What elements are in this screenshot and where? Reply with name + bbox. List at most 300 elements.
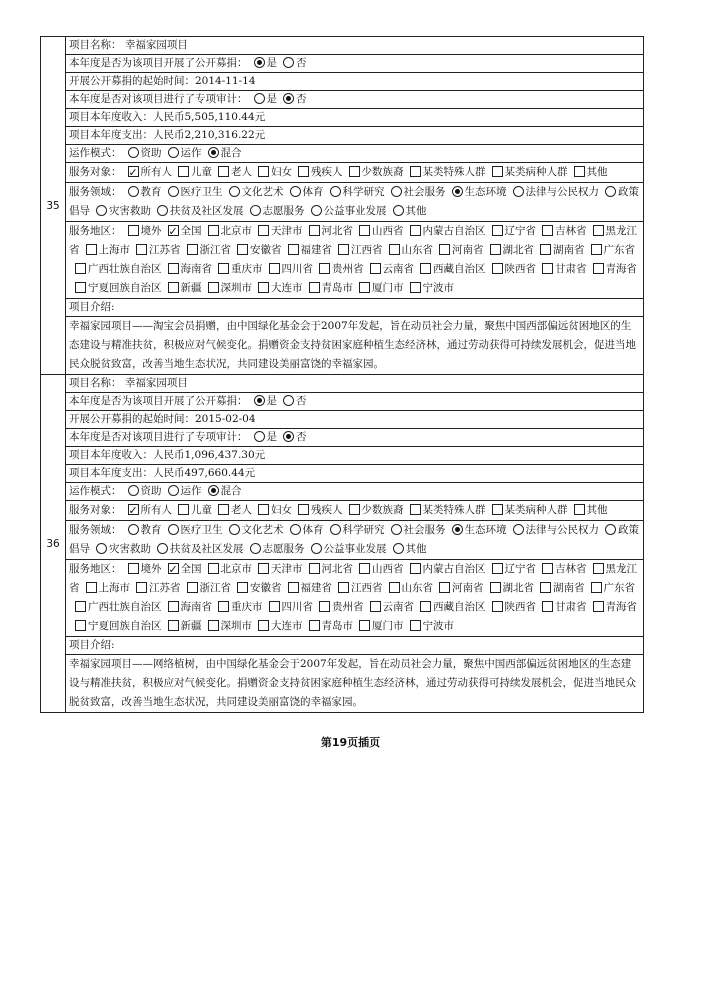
fields-option[interactable] — [162, 524, 223, 536]
regions-chk[interactable] — [309, 620, 320, 631]
regions-chk[interactable] — [359, 225, 370, 236]
fields-option[interactable] — [162, 186, 223, 198]
regions-chk[interactable] — [309, 225, 320, 236]
regions-chk[interactable] — [420, 601, 431, 612]
fields-option[interactable] — [122, 524, 162, 536]
regions-option[interactable] — [414, 601, 486, 613]
fields-radio[interactable] — [168, 524, 179, 535]
regions-option-label: 青岛市 — [321, 620, 353, 632]
audit-question: 本年度是否对该项目进行了专项审计： — [69, 93, 248, 105]
regions-option[interactable] — [263, 601, 314, 613]
regions-chk[interactable] — [86, 582, 97, 593]
regions-chk[interactable] — [439, 244, 450, 255]
fields-radio[interactable] — [128, 186, 139, 197]
audit-no-radio[interactable] — [283, 93, 294, 104]
regions-option-label: 海南省 — [180, 263, 212, 275]
targets-chk[interactable] — [492, 504, 503, 515]
fields-option[interactable] — [385, 186, 446, 198]
regions-option[interactable] — [80, 244, 131, 256]
regions-option-label: 山西省 — [372, 563, 404, 575]
fields-radio[interactable] — [157, 543, 168, 554]
regions-chk[interactable] — [168, 563, 179, 574]
fields-option[interactable] — [151, 205, 244, 217]
regions-chk[interactable] — [540, 244, 551, 255]
fields-option[interactable] — [90, 543, 151, 555]
regions-option[interactable] — [122, 563, 162, 575]
regions-chk[interactable] — [75, 282, 86, 293]
fields-option[interactable] — [305, 205, 387, 217]
targets-option[interactable] — [404, 504, 486, 516]
fields-radio[interactable] — [513, 524, 524, 535]
regions-option[interactable] — [404, 563, 486, 575]
regions-chk[interactable] — [593, 263, 604, 274]
targets-chk[interactable] — [178, 504, 189, 515]
fields-option[interactable] — [223, 524, 284, 536]
regions-option-label: 上海市 — [98, 582, 130, 594]
regions-option[interactable] — [130, 582, 181, 594]
regions-chk[interactable] — [168, 620, 179, 631]
fields-option[interactable] — [324, 524, 385, 536]
regions-chk[interactable] — [269, 601, 280, 612]
targets-chk[interactable] — [349, 166, 360, 177]
targets-chk[interactable] — [574, 504, 585, 515]
targets-chk[interactable] — [574, 166, 585, 177]
targets-option-label: 其他 — [586, 166, 608, 178]
regions-option[interactable] — [404, 282, 455, 294]
fields-radio[interactable] — [330, 524, 341, 535]
regions-chk[interactable] — [492, 263, 503, 274]
regions-option[interactable] — [534, 582, 585, 594]
regions-chk[interactable] — [591, 244, 602, 255]
regions-chk[interactable] — [168, 282, 179, 293]
regions-option[interactable] — [332, 244, 383, 256]
regions-option[interactable] — [534, 244, 585, 256]
modes-radio[interactable] — [168, 485, 179, 496]
regions-option[interactable] — [162, 263, 213, 275]
regions-chk[interactable] — [410, 225, 421, 236]
regions-option[interactable] — [162, 225, 202, 237]
regions-option[interactable] — [585, 582, 636, 594]
regions-chk[interactable] — [370, 263, 381, 274]
regions-option[interactable] — [486, 225, 537, 237]
targets-option-label: 所有人 — [140, 166, 172, 178]
fields-option[interactable] — [90, 205, 151, 217]
regions-chk[interactable] — [540, 582, 551, 593]
regions-option-label: 湖北省 — [502, 244, 534, 256]
regions-option[interactable] — [69, 263, 162, 275]
fields-radio[interactable] — [311, 205, 322, 216]
regions-chk[interactable] — [492, 563, 503, 574]
fields-option[interactable] — [507, 524, 600, 536]
regions-chk[interactable] — [359, 620, 370, 631]
targets-chk[interactable] — [258, 166, 269, 177]
regions-chk[interactable] — [542, 263, 553, 274]
regions-option[interactable] — [404, 225, 486, 237]
form-cell — [66, 183, 644, 222]
regions-chk[interactable] — [208, 282, 219, 293]
regions-row — [69, 222, 640, 298]
targets-chk[interactable] — [258, 504, 269, 515]
fundraising-no-radio[interactable] — [283, 57, 294, 68]
form-row — [41, 299, 644, 317]
regions-chk[interactable] — [593, 563, 604, 574]
regions-label: 服务地区： — [69, 563, 122, 575]
regions-chk[interactable] — [218, 601, 229, 612]
fields-option[interactable] — [387, 205, 427, 217]
regions-option[interactable] — [404, 620, 455, 632]
regions-option[interactable] — [353, 620, 404, 632]
regions-chk[interactable] — [359, 563, 370, 574]
regions-option[interactable] — [484, 244, 535, 256]
regions-option[interactable] — [484, 582, 535, 594]
regions-option[interactable] — [383, 244, 434, 256]
regions-option[interactable] — [122, 225, 162, 237]
mode-row — [69, 483, 640, 500]
regions-chk[interactable] — [542, 225, 553, 236]
modes-option-label: 混合 — [220, 147, 242, 159]
form-cell — [66, 127, 644, 145]
expense: 项目本年度支出：人民币2,210,316.22元 — [69, 129, 266, 141]
regions-chk[interactable] — [338, 582, 349, 593]
form-row — [41, 655, 644, 713]
regions-chk[interactable] — [187, 244, 198, 255]
regions-option[interactable] — [69, 282, 162, 294]
fields-option[interactable] — [284, 524, 324, 536]
fields-radio[interactable] — [311, 543, 322, 554]
regions-chk[interactable] — [490, 244, 501, 255]
regions-option[interactable] — [587, 263, 638, 275]
regions-option[interactable] — [202, 620, 253, 632]
modes-option[interactable] — [202, 147, 242, 159]
regions-option[interactable] — [383, 582, 434, 594]
regions-option[interactable] — [130, 244, 181, 256]
fields-option[interactable] — [151, 543, 244, 555]
fields-label: 服务领域： — [69, 186, 122, 198]
regions-option[interactable] — [231, 244, 282, 256]
regions-option[interactable] — [69, 601, 162, 613]
regions-option[interactable] — [212, 601, 263, 613]
regions-chk[interactable] — [338, 244, 349, 255]
regions-chk[interactable] — [237, 244, 248, 255]
regions-chk[interactable] — [439, 582, 450, 593]
fields-option[interactable] — [507, 186, 600, 198]
regions-chk[interactable] — [288, 582, 299, 593]
targets-label: 服务对象： — [69, 166, 122, 178]
regions-option[interactable] — [252, 282, 303, 294]
regions-chk[interactable] — [218, 263, 229, 274]
regions-option[interactable] — [282, 582, 333, 594]
regions-chk[interactable] — [490, 582, 501, 593]
regions-option[interactable] — [353, 563, 404, 575]
regions-option-label: 黑龙江省 — [69, 225, 637, 256]
targets-chk[interactable] — [178, 166, 189, 177]
regions-chk[interactable] — [168, 225, 179, 236]
targets-chk[interactable] — [128, 504, 139, 515]
regions-chk[interactable] — [208, 620, 219, 631]
regions-option[interactable] — [212, 263, 263, 275]
targets-chk[interactable] — [298, 504, 309, 515]
fields-option[interactable] — [122, 186, 162, 198]
targets-option[interactable] — [568, 166, 608, 178]
targets-option[interactable] — [292, 166, 343, 178]
regions-chk[interactable] — [492, 225, 503, 236]
form-row — [41, 222, 644, 299]
audit-no-radio[interactable] — [283, 431, 294, 442]
fields-radio[interactable] — [605, 186, 616, 197]
regions-option-label: 新疆 — [180, 620, 202, 632]
fundraising-no-radio[interactable] — [283, 395, 294, 406]
audit-yes-radio[interactable] — [254, 93, 265, 104]
modes-option[interactable] — [122, 485, 162, 497]
targets-label: 服务对象： — [69, 504, 122, 516]
modes-radio[interactable] — [208, 147, 219, 158]
fields-radio[interactable] — [290, 524, 301, 535]
regions-option-label: 深圳市 — [220, 620, 252, 632]
fields-option[interactable] — [305, 543, 387, 555]
regions-option[interactable] — [202, 282, 253, 294]
regions-chk[interactable] — [168, 263, 179, 274]
regions-chk[interactable] — [208, 563, 219, 574]
fields-radio[interactable] — [513, 186, 524, 197]
fields-option[interactable] — [244, 543, 305, 555]
regions-chk[interactable] — [389, 244, 400, 255]
fields-radio[interactable] — [393, 543, 404, 554]
modes-radio[interactable] — [208, 485, 219, 496]
fields-radio[interactable] — [452, 186, 463, 197]
regions-option[interactable] — [162, 563, 202, 575]
fields-radio[interactable] — [157, 205, 168, 216]
targets-option[interactable] — [343, 166, 404, 178]
targets-option[interactable] — [404, 166, 486, 178]
regions-chk[interactable] — [309, 563, 320, 574]
intro-text: 幸福家园项目——淘宝会员捐赠，由中国绿化基金会于2007年发起，旨在动员社会力量，聚焦中国西部偏远贫困地区的生态建设与精准扶贫，积极应对气候变化。捐赠资金支持贫困家庭种植生态经济林，通过劳动获得可持续发展机会，促进当地民众脱贫致富，改善当地生态状况，共同建设美丽富饶的幸福家园。 — [69, 320, 636, 370]
regions-option[interactable] — [303, 225, 354, 237]
targets-chk[interactable] — [218, 504, 229, 515]
regions-option[interactable] — [587, 601, 638, 613]
fields-radio[interactable] — [96, 543, 107, 554]
targets-option[interactable] — [568, 504, 608, 516]
regions-chk[interactable] — [258, 620, 269, 631]
targets-option[interactable] — [212, 504, 252, 516]
regions-chk[interactable] — [75, 601, 86, 612]
regions-option[interactable] — [162, 601, 213, 613]
fields-radio[interactable] — [290, 186, 301, 197]
fields-radio[interactable] — [250, 543, 261, 554]
targets-chk[interactable] — [492, 166, 503, 177]
modes-radio[interactable] — [168, 147, 179, 158]
targets-option[interactable] — [172, 166, 212, 178]
regions-chk[interactable] — [258, 563, 269, 574]
regions-option[interactable] — [282, 244, 333, 256]
regions-option[interactable] — [303, 620, 354, 632]
regions-option[interactable] — [303, 563, 354, 575]
regions-chk[interactable] — [168, 601, 179, 612]
targets-option-label: 残疾人 — [311, 504, 343, 516]
fields-option[interactable] — [446, 524, 507, 536]
regions-option[interactable] — [252, 620, 303, 632]
modes-option[interactable] — [122, 147, 162, 159]
regions-option-label: 山东省 — [401, 244, 433, 256]
regions-option[interactable] — [263, 263, 314, 275]
regions-chk[interactable] — [593, 225, 604, 236]
modes-option[interactable] — [202, 485, 242, 497]
targets-option[interactable] — [212, 166, 252, 178]
regions-option[interactable] — [313, 263, 364, 275]
modes-radio[interactable] — [128, 485, 139, 496]
modes-radio[interactable] — [128, 147, 139, 158]
regions-chk[interactable] — [309, 282, 320, 293]
targets-option[interactable] — [122, 504, 173, 516]
form-cell — [66, 109, 644, 127]
regions-option[interactable] — [585, 244, 636, 256]
audit-yes-radio[interactable] — [254, 431, 265, 442]
regions-chk[interactable] — [136, 582, 147, 593]
regions-option[interactable] — [332, 582, 383, 594]
regions-option-label: 海南省 — [180, 601, 212, 613]
regions-option[interactable] — [486, 563, 537, 575]
regions-option-label: 江西省 — [351, 582, 383, 594]
regions-option[interactable] — [202, 225, 253, 237]
regions-option[interactable] — [162, 282, 202, 294]
regions-option[interactable] — [536, 263, 587, 275]
regions-chk[interactable] — [319, 601, 330, 612]
fields-radio[interactable] — [229, 186, 240, 197]
targets-chk[interactable] — [410, 166, 421, 177]
fields-radio[interactable] — [96, 205, 107, 216]
regions-option-label: 境外 — [140, 563, 162, 575]
regions-option[interactable] — [536, 563, 587, 575]
targets-chk[interactable] — [218, 166, 229, 177]
fields-radio[interactable] — [393, 205, 404, 216]
regions-chk[interactable] — [237, 582, 248, 593]
regions-option-label: 全国 — [180, 563, 202, 575]
targets-option[interactable] — [122, 166, 173, 178]
regions-option[interactable] — [353, 282, 404, 294]
targets-option[interactable] — [486, 504, 568, 516]
regions-chk[interactable] — [593, 601, 604, 612]
fields-option[interactable] — [387, 543, 427, 555]
regions-option[interactable] — [181, 244, 232, 256]
regions-chk[interactable] — [542, 563, 553, 574]
regions-option[interactable] — [486, 601, 537, 613]
fields-radio[interactable] — [391, 524, 402, 535]
fields-option[interactable] — [446, 186, 507, 198]
regions-option[interactable] — [536, 601, 587, 613]
targets-option[interactable] — [343, 504, 404, 516]
targets-chk[interactable] — [128, 166, 139, 177]
regions-option[interactable] — [231, 582, 282, 594]
fields-option[interactable] — [385, 524, 446, 536]
regions-option[interactable] — [252, 563, 303, 575]
fields-radio[interactable] — [128, 524, 139, 535]
regions-chk[interactable] — [410, 282, 421, 293]
regions-option-label: 北京市 — [220, 225, 252, 237]
regions-option[interactable] — [433, 582, 484, 594]
regions-chk[interactable] — [128, 225, 139, 236]
targets-chk[interactable] — [410, 504, 421, 515]
fields-radio[interactable] — [605, 524, 616, 535]
regions-option[interactable] — [536, 225, 587, 237]
regions-chk[interactable] — [359, 282, 370, 293]
regions-option[interactable] — [364, 263, 415, 275]
targets-option[interactable] — [486, 166, 568, 178]
regions-chk[interactable] — [187, 582, 198, 593]
regions-chk[interactable] — [410, 620, 421, 631]
regions-chk[interactable] — [258, 282, 269, 293]
modes-option[interactable] — [162, 485, 202, 497]
fields-radio[interactable] — [391, 186, 402, 197]
regions-option[interactable] — [486, 263, 537, 275]
regions-option[interactable] — [313, 601, 364, 613]
fields-option[interactable] — [244, 205, 305, 217]
form-cell — [66, 447, 644, 465]
regions-chk[interactable] — [258, 225, 269, 236]
regions-option[interactable] — [252, 225, 303, 237]
targets-chk[interactable] — [298, 166, 309, 177]
targets-chk[interactable] — [349, 504, 360, 515]
regions-option[interactable] — [162, 620, 202, 632]
regions-chk[interactable] — [288, 244, 299, 255]
regions-option[interactable] — [69, 620, 162, 632]
fields-radio[interactable] — [168, 186, 179, 197]
regions-option[interactable] — [80, 582, 131, 594]
regions-chk[interactable] — [319, 263, 330, 274]
fields-radio[interactable] — [250, 205, 261, 216]
regions-option[interactable] — [414, 263, 486, 275]
targets-option[interactable] — [252, 504, 292, 516]
regions-chk[interactable] — [86, 244, 97, 255]
regions-chk[interactable] — [128, 563, 139, 574]
fields-radio[interactable] — [330, 186, 341, 197]
regions-chk[interactable] — [591, 582, 602, 593]
fields-option-label: 文化艺术 — [241, 186, 284, 198]
targets-option[interactable] — [292, 504, 343, 516]
fields-radio[interactable] — [452, 524, 463, 535]
targets-option[interactable] — [172, 504, 212, 516]
modes-option[interactable] — [162, 147, 202, 159]
fundraising-yes-radio[interactable] — [254, 395, 265, 406]
fields-radio[interactable] — [229, 524, 240, 535]
regions-chk[interactable] — [542, 601, 553, 612]
regions-option[interactable] — [364, 601, 415, 613]
targets-option-label: 某类特殊人群 — [422, 504, 486, 516]
form-cell — [66, 37, 644, 55]
fundraising-no-label: 否 — [296, 395, 307, 407]
regions-option[interactable] — [303, 282, 354, 294]
regions-chk[interactable] — [420, 263, 431, 274]
fundraising-yes-radio[interactable] — [254, 57, 265, 68]
regions-chk[interactable] — [492, 601, 503, 612]
fields-option[interactable] — [324, 186, 385, 198]
audit-yes-label: 是 — [266, 93, 277, 105]
regions-option[interactable] — [181, 582, 232, 594]
targets-option[interactable] — [252, 166, 292, 178]
form-cell — [66, 55, 644, 73]
regions-chk[interactable] — [75, 620, 86, 631]
regions-chk[interactable] — [75, 263, 86, 274]
regions-chk[interactable] — [136, 244, 147, 255]
fields-option[interactable] — [284, 186, 324, 198]
fields-option[interactable] — [223, 186, 284, 198]
regions-option[interactable] — [202, 563, 253, 575]
regions-chk[interactable] — [389, 582, 400, 593]
regions-option[interactable] — [353, 225, 404, 237]
regions-chk[interactable] — [269, 263, 280, 274]
regions-option[interactable] — [433, 244, 484, 256]
regions-chk[interactable] — [410, 563, 421, 574]
regions-chk[interactable] — [208, 225, 219, 236]
regions-chk[interactable] — [370, 601, 381, 612]
